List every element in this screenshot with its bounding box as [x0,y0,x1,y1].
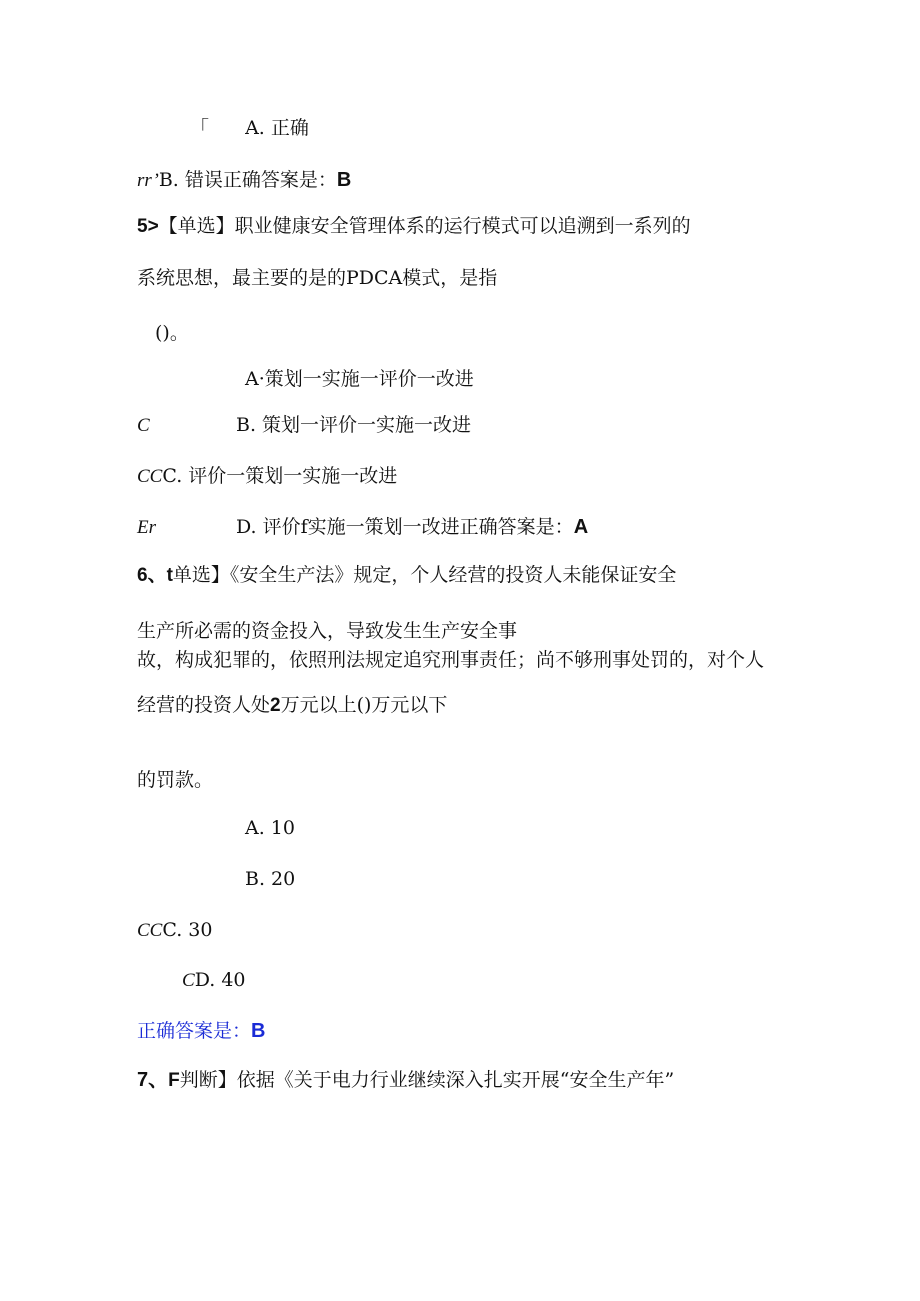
q6-stem-line4 [137,693,447,718]
q6-stem-line3: 故，构成犯罪的，依照刑法规定追究刑事责任；尚不够刑事处罚的，对个人 [137,649,765,671]
q6-stem-line1 [137,563,676,588]
q5-option-d-text: D. 评价f实施一策划一改进 [236,516,460,538]
q6-stem-text-4a: 经营的投资人处 [137,694,271,716]
q6-answer-value: B [251,1020,266,1042]
q5-option-d-marker: Er [137,517,156,538]
q5-option-c-text: C. 评价一策划一实施一改进 [162,465,398,487]
q6-option-c [137,918,212,943]
q6-stem-text-1: 单选】《安全生产法》规定，个人经营的投资人未能保证安全 [172,564,677,586]
q6-option-b: B. 20 [245,868,296,890]
q5-option-c-marker: CC [137,466,163,487]
q7-stem-line1 [137,1068,674,1093]
q6-stem-line5: 的罚款。 [137,769,214,791]
q6-option-c-marker: CC [137,920,163,941]
q4-option-a-marker: 「 [190,117,210,139]
q4-option-b-marker: rr’ [137,170,159,191]
q6-option-d-marker: C [182,970,195,991]
q5-stem-line3: ()。 [155,322,189,344]
q5-stem-line2: 系统思想，最主要的是的PDCA模式，是指 [137,267,498,289]
q5-number: 5> [137,216,159,237]
q6-option-a: A. 10 [245,817,295,839]
q7-tag-prefix: F [168,1070,180,1091]
q5-answer-value: A [573,516,589,538]
q5-stem-text-1: 【单选】职业健康安全管理体系的运行模式可以追溯到一系列的 [158,215,691,237]
q5-option-c [137,464,397,489]
q6-answer-label: 正确答案是： [137,1020,252,1042]
q5-option-a: A·策划一实施一评价一改进 [245,368,474,390]
q6-tag-prefix: t [166,565,173,586]
q5-option-b-marker: C [137,415,150,436]
q4-option-a-text: A. 正确 [245,117,309,139]
q6-option-c-text: C. 30 [162,919,213,941]
q5-option-b [137,413,472,438]
q6-option-d [182,968,246,993]
q6-answer [137,1019,265,1043]
q6-number: 6、 [137,565,167,586]
q4-option-a [190,116,309,140]
q4-answer-value: B [336,169,352,191]
q4-answer-label: 正确答案是： [222,169,337,191]
q6-stem-number: 2 [270,695,281,716]
q7-number: 7、 [137,1069,169,1091]
q6-option-d-text: D. 40 [194,969,246,991]
q4-option-b-text: B. 错误 [158,169,223,191]
q5-option-d [137,515,589,540]
q5-option-b-text: B. 策划一评价一实施一改进 [236,414,472,436]
q5-stem-line1 [137,214,691,239]
q6-stem-text-4b: 万元以上()万元以下 [280,694,448,716]
q7-stem-text-1: 判断】依据《关于电力行业继续深入扎实开展“安全生产年” [179,1069,675,1091]
q6-stem-line2: 生产所必需的资金投入，导致发生生产安全事 [137,620,518,642]
q5-option-d-group [236,515,588,539]
q4-option-b [137,168,351,193]
q5-answer-label: 正确答案是： [459,516,574,538]
